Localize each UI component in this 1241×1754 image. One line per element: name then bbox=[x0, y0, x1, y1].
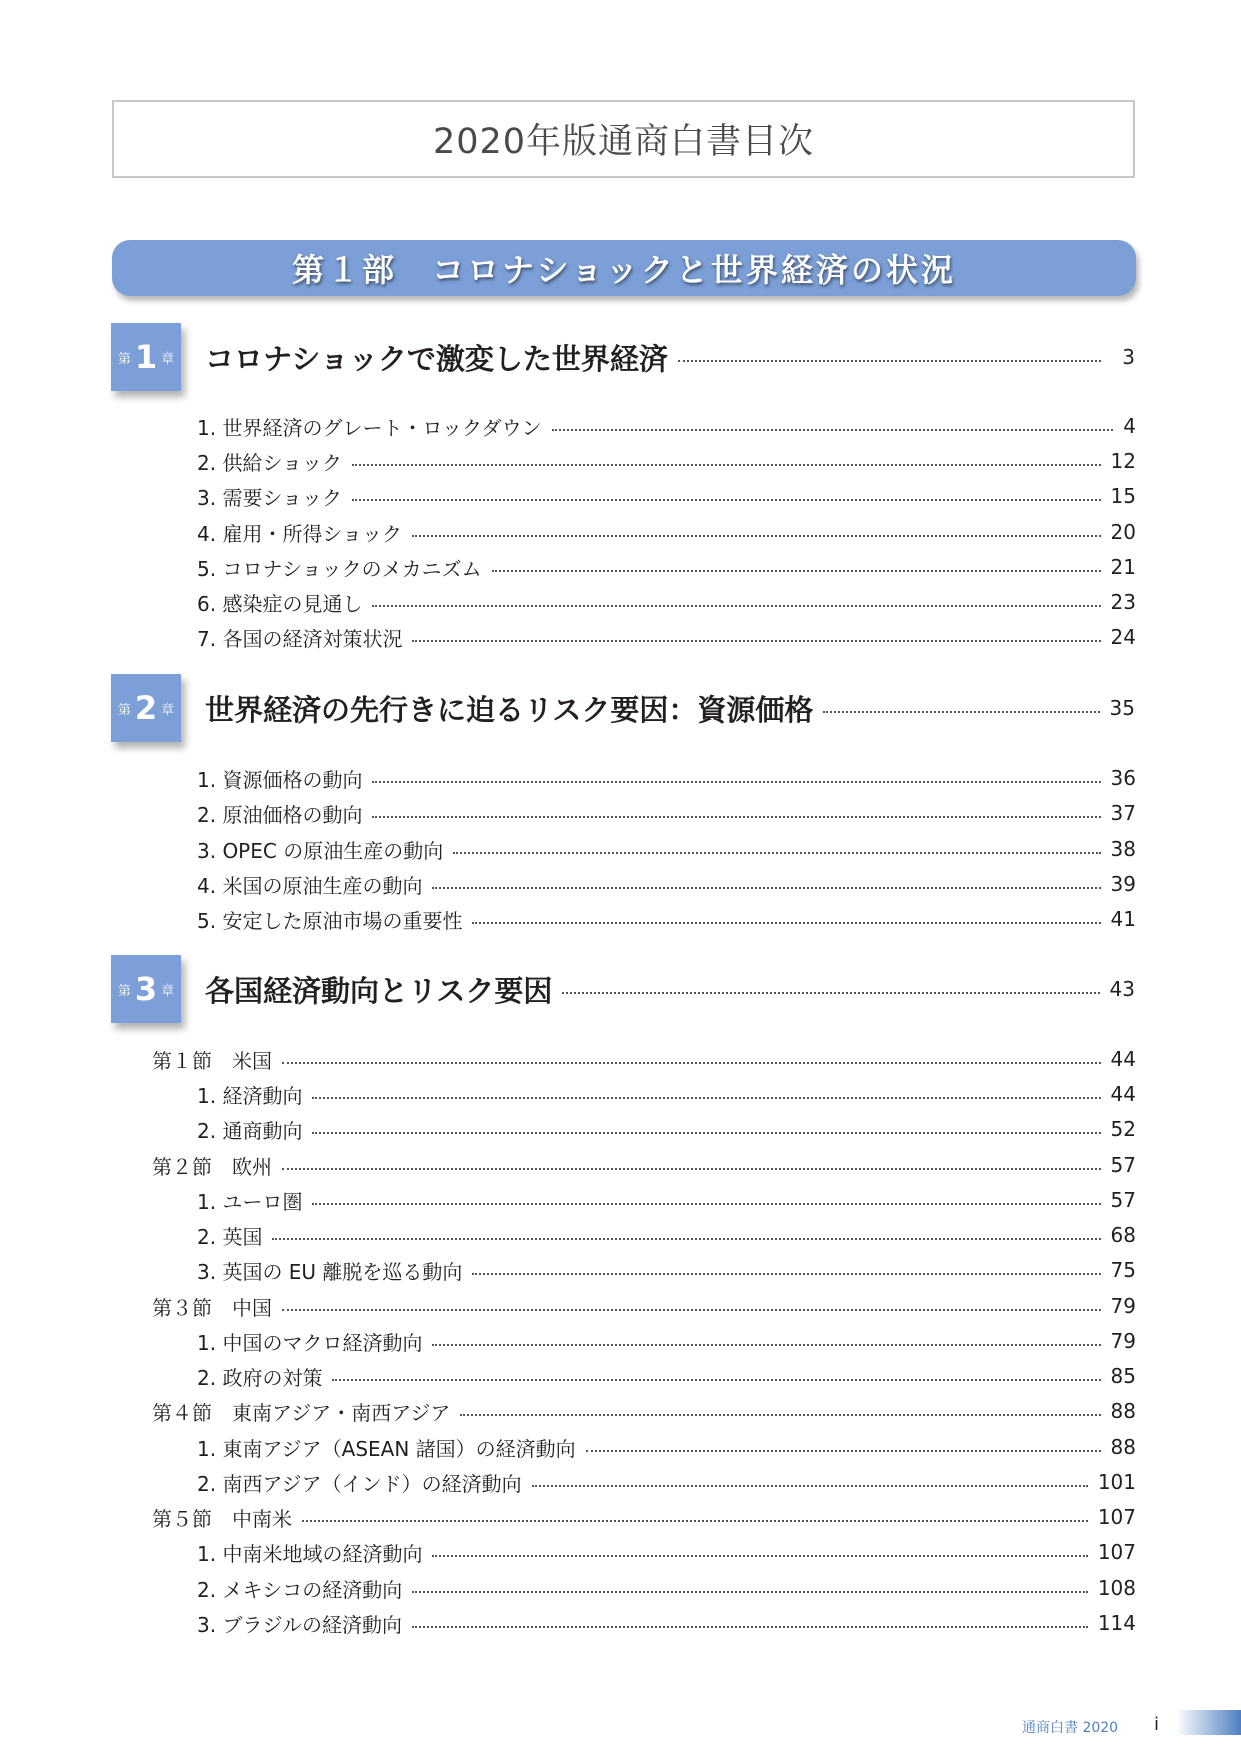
toc-section[interactable]: 第３節 中国 79 bbox=[152, 1294, 1136, 1320]
chapter-badge: 第 3 章 bbox=[111, 955, 181, 1023]
chapter-heading[interactable] bbox=[111, 955, 1135, 1023]
toc-item[interactable]: 6. 感染症の見通し 23 bbox=[197, 590, 1136, 616]
toc-item[interactable]: 1. 世界経済のグレート・ロックダウン 4 bbox=[197, 414, 1136, 440]
toc-section[interactable]: 第５節 中南米 107 bbox=[152, 1505, 1136, 1531]
footer-publication: 通商白書 2020 bbox=[1022, 1720, 1119, 1736]
toc-item[interactable]: 1. 中南米地域の経済動向 107 bbox=[197, 1540, 1136, 1566]
toc-item[interactable]: 3. 需要ショック 15 bbox=[197, 484, 1136, 510]
chapter-heading[interactable] bbox=[111, 674, 1135, 742]
toc-item[interactable]: 1. 経済動向 44 bbox=[197, 1082, 1136, 1108]
toc-item[interactable]: 2. 通商動向 52 bbox=[197, 1117, 1136, 1143]
chapter-page-number: 35 bbox=[1109, 696, 1135, 720]
toc-item[interactable]: 2. 英国 68 bbox=[197, 1223, 1136, 1249]
toc-item[interactable]: 7. 各国の経済対策状況 24 bbox=[197, 625, 1136, 651]
chapter-badge: 第 1 章 bbox=[111, 323, 181, 391]
toc-item[interactable]: 2. 原油価格の動向 37 bbox=[197, 801, 1136, 827]
toc-item[interactable]: 1. ユーロ圏 57 bbox=[197, 1188, 1136, 1214]
toc-item[interactable]: 2. 南西アジア（インド）の経済動向 101 bbox=[197, 1470, 1136, 1496]
toc-item[interactable]: 1. 東南アジア（ASEAN 諸国）の経済動向 88 bbox=[197, 1435, 1136, 1461]
footer-gradient-bar bbox=[1176, 1710, 1241, 1735]
toc-item[interactable]: 4. 雇用・所得ショック 20 bbox=[197, 520, 1136, 546]
chapter-page-number: 3 bbox=[1122, 345, 1135, 369]
toc-section[interactable]: 第２節 欧州 57 bbox=[152, 1153, 1136, 1179]
toc-item[interactable]: 5. 安定した原油市場の重要性 41 bbox=[197, 907, 1136, 933]
chapter-page-number: 43 bbox=[1109, 977, 1135, 1001]
toc-item[interactable]: 2. メキシコの経済動向 108 bbox=[197, 1576, 1136, 1602]
toc-section[interactable]: 第４節 東南アジア・南西アジア 88 bbox=[152, 1399, 1136, 1425]
toc-item[interactable]: 2. 政府の対策 85 bbox=[197, 1364, 1136, 1390]
chapter-title: 世界経済の先行きに迫るリスク要因：資源価格 bbox=[205, 692, 814, 727]
toc-item[interactable]: 3. ブラジルの経済動向 114 bbox=[197, 1611, 1136, 1637]
toc-item[interactable]: 3. 英国の EU 離脱を巡る動向 75 bbox=[197, 1258, 1136, 1284]
toc-item[interactable]: 2. 供給ショック 12 bbox=[197, 449, 1136, 475]
leader-dots bbox=[562, 992, 1099, 994]
part-banner[interactable]: 第１部 コロナショックと世界経済の状況 bbox=[112, 240, 1136, 296]
page-title: 2020年版通商白書目次 bbox=[112, 100, 1135, 178]
chapter-title: 各国経済動向とリスク要因 bbox=[205, 973, 553, 1008]
toc-item[interactable]: 5. コロナショックのメカニズム 21 bbox=[197, 555, 1136, 581]
leader-dots bbox=[823, 711, 1099, 713]
chapter-heading[interactable] bbox=[111, 323, 1135, 391]
leader-dots bbox=[678, 360, 1101, 362]
toc-item[interactable]: 1. 資源価格の動向 36 bbox=[197, 766, 1136, 792]
toc-item[interactable]: 3. OPEC の原油生産の動向 38 bbox=[197, 837, 1136, 863]
toc-item[interactable]: 1. 中国のマクロ経済動向 79 bbox=[197, 1329, 1136, 1355]
chapter-badge: 第 2 章 bbox=[111, 674, 181, 742]
toc-section[interactable]: 第１節 米国 44 bbox=[152, 1047, 1136, 1073]
footer-page-number: i bbox=[1154, 1714, 1160, 1735]
chapter-title: コロナショックで激変した世界経済 bbox=[205, 341, 668, 376]
toc-item[interactable]: 4. 米国の原油生産の動向 39 bbox=[197, 872, 1136, 898]
